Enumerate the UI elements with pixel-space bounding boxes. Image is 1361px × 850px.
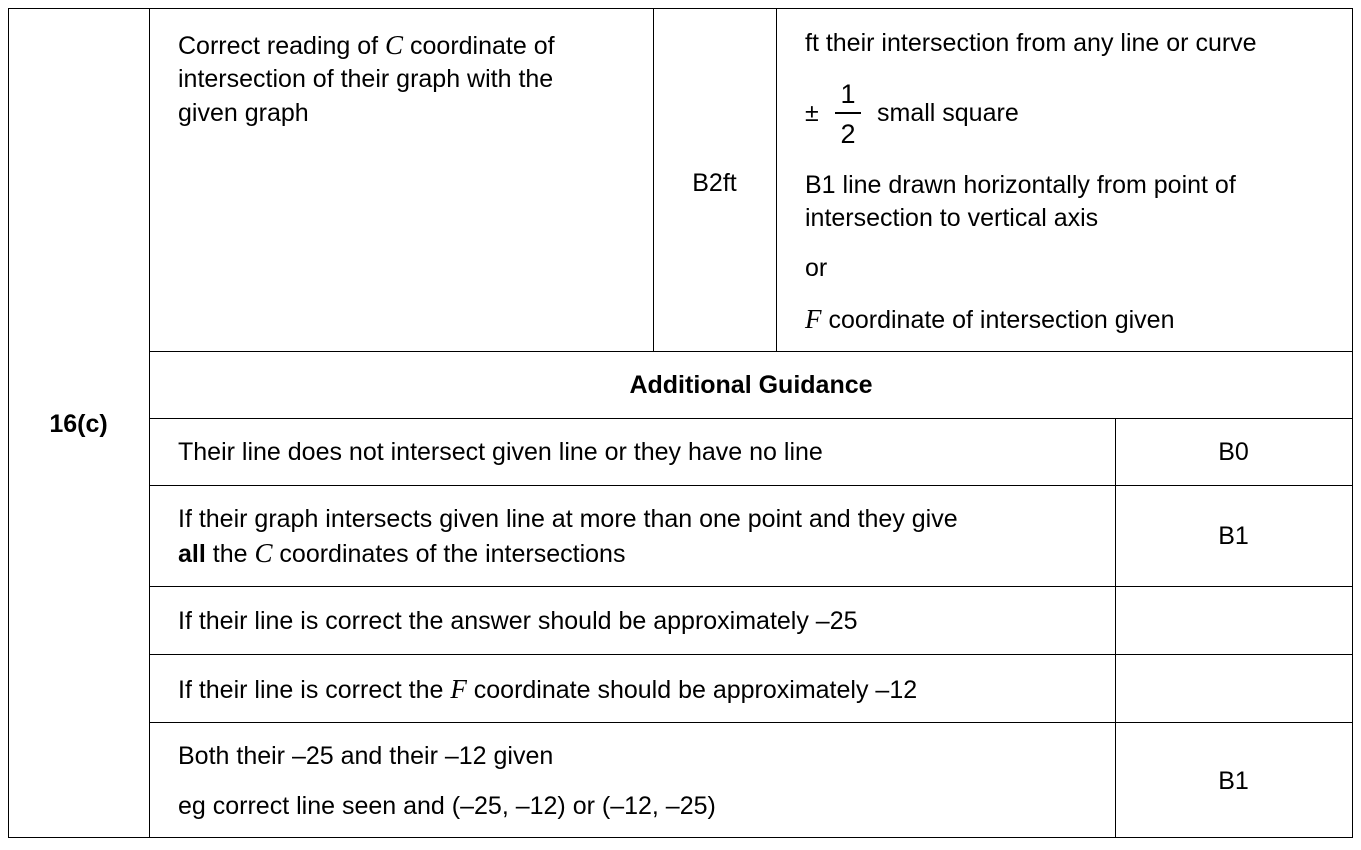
guidance-title: Additional Guidance bbox=[629, 371, 873, 399]
variable-c: C bbox=[385, 30, 404, 60]
criterion-line-1 bbox=[178, 28, 555, 63]
tolerance-sign: ± bbox=[805, 99, 819, 127]
guidance-text: If their line is correct the bbox=[178, 676, 451, 704]
comment-alternative-text: coordinate of intersection given bbox=[821, 306, 1175, 334]
tolerance-text: small square bbox=[877, 99, 1019, 127]
guidance-row-5-mark: B1 bbox=[1218, 767, 1249, 795]
fraction-denominator: 2 bbox=[840, 119, 856, 149]
variable-f: F bbox=[805, 304, 822, 334]
mark-value: B2ft bbox=[692, 169, 737, 197]
comment-b1-line-1: B1 line drawn horizontally from point of bbox=[805, 171, 1236, 199]
guidance-row-3-text: If their line is correct the answer should be approximately –25 bbox=[178, 607, 858, 635]
guidance-row-5-line-1: Both their –25 and their –12 given bbox=[178, 742, 554, 770]
guidance-row-2-mark: B1 bbox=[1218, 522, 1249, 550]
guidance-row-4-bottom bbox=[149, 722, 1353, 723]
guidance-row-1-mark: B0 bbox=[1218, 438, 1249, 466]
fraction-numerator: 1 bbox=[840, 79, 856, 109]
criterion-text: coordinate of bbox=[403, 32, 555, 60]
guidance-row-2-line-2 bbox=[178, 536, 625, 571]
comment-ft: ft their intersection from any line or curve bbox=[805, 29, 1257, 57]
border-top bbox=[8, 8, 1353, 9]
guidance-title-bottom bbox=[149, 418, 1353, 419]
border-right bbox=[1352, 8, 1353, 838]
guidance-text: coordinate should be approximately –12 bbox=[466, 676, 918, 704]
comment-or: or bbox=[805, 254, 828, 282]
guidance-row-1-bottom bbox=[149, 485, 1353, 486]
guidance-row-3-bottom bbox=[149, 654, 1353, 655]
mark-comments-divider bbox=[776, 8, 777, 352]
guidance-row-4-text bbox=[178, 672, 917, 707]
question-number: 16(c) bbox=[49, 410, 108, 438]
guidance-text: coordinates of the intersections bbox=[272, 540, 626, 568]
border-bottom bbox=[8, 837, 1353, 838]
guidance-row-2-bottom bbox=[149, 586, 1353, 587]
comment-b1-line-2: intersection to vertical axis bbox=[805, 204, 1099, 232]
comment-alternative bbox=[805, 302, 1175, 337]
guidance-row-5-line-2: eg correct line seen and (–25, –12) or (–12, –25) bbox=[178, 792, 716, 820]
criterion-text: Correct reading of bbox=[178, 32, 386, 60]
variable-f: F bbox=[450, 674, 467, 704]
guidance-row-2-line-1: If their graph intersects given line at more than one point and they give bbox=[178, 505, 958, 533]
guidance-row-1-text: Their line does not intersect given line or they have no line bbox=[178, 438, 823, 466]
variable-c: C bbox=[254, 538, 273, 568]
question-column-divider bbox=[149, 8, 150, 838]
guidance-text: the bbox=[205, 540, 255, 568]
criterion-line-3: given graph bbox=[178, 99, 309, 127]
fraction-bar bbox=[835, 112, 861, 114]
criterion-line-2: intersection of their graph with the bbox=[178, 65, 554, 93]
emphasis-all: all bbox=[178, 540, 206, 568]
mark-row-bottom bbox=[149, 351, 1353, 352]
